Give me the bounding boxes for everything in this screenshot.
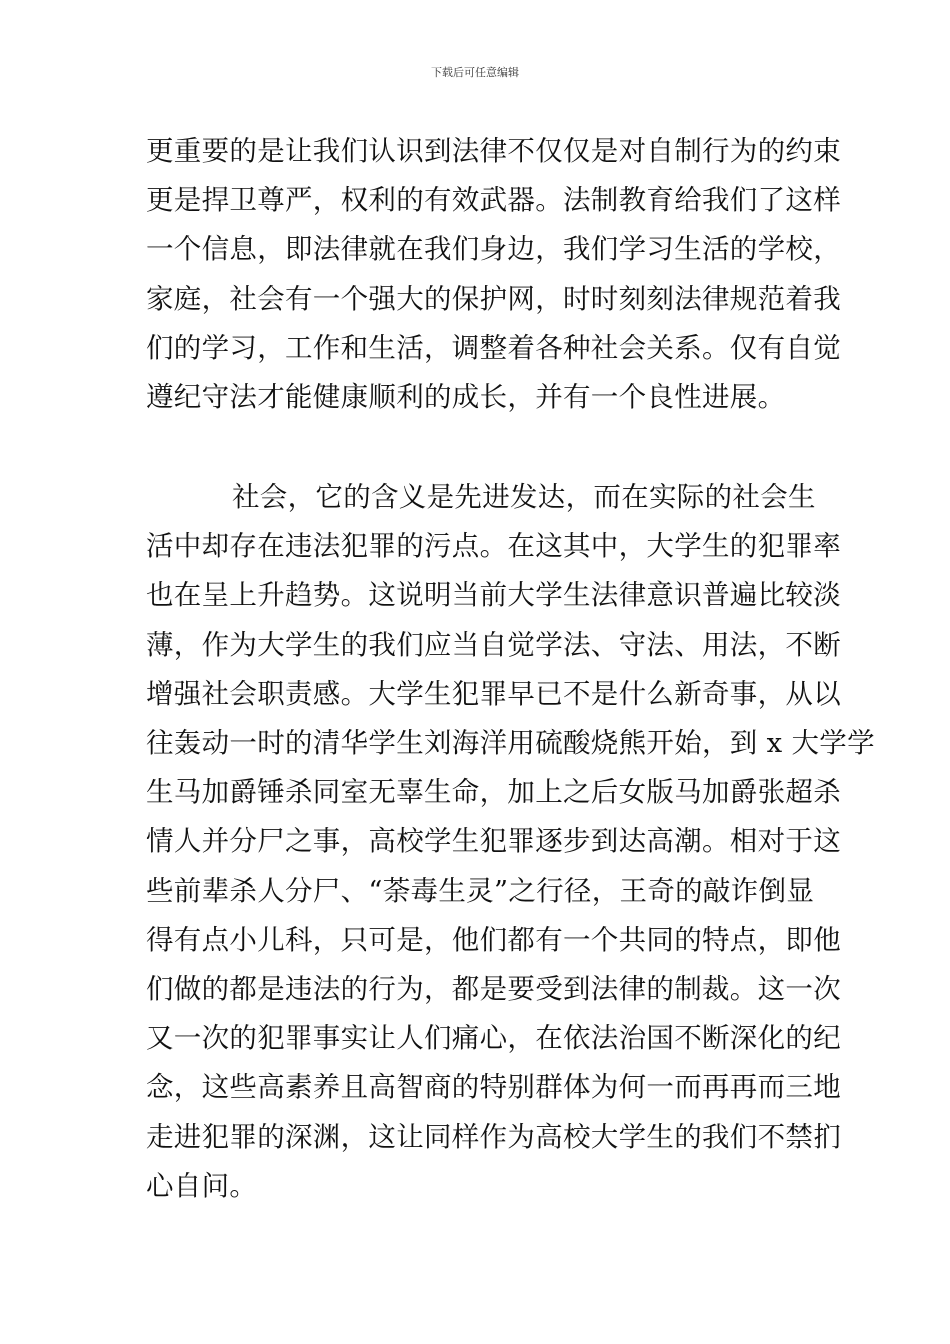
text-line: 又一次的犯罪事实让人们痛心，在依法治国不断深化的纪 <box>146 1022 841 1055</box>
text-line: 些前辈杀人分尸、“荼毒生灵”之行径，王奇的敲诈倒显 <box>146 874 815 907</box>
text-line: 们做的都是违法的行为，都是要受到法律的制裁。这一次 <box>146 973 841 1006</box>
text-line: 薄，作为大学生的我们应当自觉学法、守法、用法，不断 <box>146 628 841 661</box>
text-line: 家庭，社会有一个强大的保护网，时时刻刻法律规范着我 <box>146 282 841 315</box>
text-line: 走进犯罪的深渊，这让同样作为高校大学生的我们不禁扪 <box>146 1120 841 1153</box>
text-line: 活中却存在违法犯罪的污点。在这其中，大学生的犯罪率 <box>146 530 841 563</box>
paragraph-2 <box>146 473 875 1211</box>
text-line: 念，这些高素养且高智商的特别群体为何一而再再而三地 <box>146 1071 841 1104</box>
text-line: 更重要的是让我们认识到法律不仅仅是对自制行为的约束 <box>146 135 841 167</box>
text-line: 得有点小儿科，只可是，他们都有一个共同的特点，即他 <box>146 923 841 956</box>
paragraph-1 <box>146 127 841 422</box>
text-line: 一个信息，即法律就在我们身边，我们学习生活的学校， <box>146 233 841 266</box>
text-line: 遵纪守法才能健康顺利的成长，并有一个良性进展。 <box>146 381 786 414</box>
text-line: 们的学习，工作和生活，调整着各种社会关系。仅有自觉 <box>146 331 841 364</box>
text-line: 社会，它的含义是先进发达，而在实际的社会生 <box>232 481 816 513</box>
text-line: 也在呈上升趋势。这说明当前大学生法律意识普遍比较淡 <box>146 579 841 612</box>
text-line: 情人并分尸之事，高校学生犯罪逐步到达高潮。相对于这 <box>146 825 841 858</box>
text-line: 心自问。 <box>146 1169 258 1202</box>
text-line: 更是捍卫尊严，权利的有效武器。法制教育给我们了这样 <box>146 184 841 217</box>
page-header: 下载后可任意编辑 <box>431 66 519 79</box>
text-line: 生马加爵锤杀同室无辜生命，加上之后女版马加爵张超杀 <box>146 776 841 809</box>
text-line: 增强社会职责感。大学生犯罪早已不是什么新奇事，从以 <box>146 677 841 710</box>
text-line: 往轰动一时的清华学生刘海洋用硫酸烧熊开始，到 x 大学学 <box>146 727 875 760</box>
